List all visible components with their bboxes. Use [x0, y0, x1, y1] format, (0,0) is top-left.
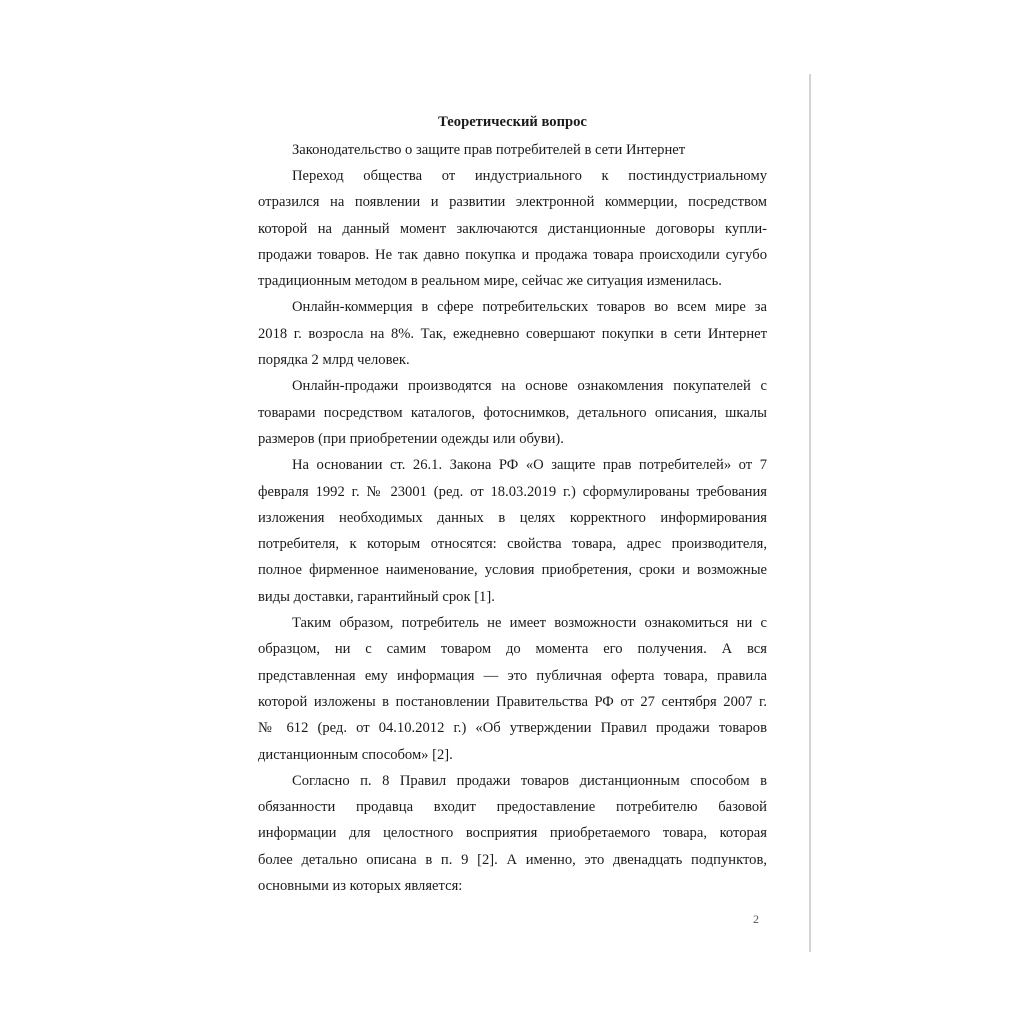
paragraph-line: продажи товаров. Не так давно покупка и продажа товара происходили сугубо — [258, 246, 767, 263]
paragraph-line: которой на данный момент заключаются дистанционные договоры купли- — [258, 220, 767, 237]
paragraph-line: № 612 (ред. от 04.10.2012 г.) «Об утверждении Правил продажи товаров — [258, 720, 767, 737]
paragraph-line: более детально описана в п. 9 [2]. А именно, это двенадцать подпунктов, — [258, 851, 767, 868]
paragraph-line: виды доставки, гарантийный срок [1]. — [258, 588, 495, 605]
paragraph-line: Переход общества от индустриального к постиндустриальному — [292, 168, 767, 184]
paragraph — [258, 294, 767, 373]
paragraph-line: информации для целостного восприятия приобретаемого товара, которая — [258, 825, 767, 842]
paragraph — [258, 373, 767, 452]
paragraph-line: дистанционным способом» [2]. — [258, 746, 453, 763]
paragraph-line: 2018 г. возросла на 8%. Так, ежедневно совершают покупки в сети Интернет — [258, 325, 767, 342]
paragraph — [258, 768, 767, 899]
document-title: Теоретический вопрос — [438, 114, 587, 130]
paragraph-line: размеров (при приобретении одежды или обуви). — [258, 430, 564, 447]
paragraph — [258, 452, 767, 610]
paragraph-line: Согласно п. 8 Правил продажи товаров дистанционным способом в — [292, 772, 767, 789]
paragraph-line: представленная ему информация — это публичная оферта товара, правила — [258, 667, 767, 684]
paragraph-line: основными из которых является: — [258, 878, 463, 895]
paragraph-line: отразился на появлении и развитии электронной коммерции, посредством — [258, 194, 767, 211]
paragraph-line: порядка 2 млрд человек. — [258, 352, 410, 369]
paragraph-line: Онлайн-продажи производятся на основе ознакомления покупателей с — [292, 378, 767, 395]
paragraph-line: обязанности продавца входит предоставление потребителю базовой — [258, 799, 767, 816]
paragraph — [258, 163, 767, 294]
page-number: 2 — [753, 912, 759, 926]
paragraph-line: товарами посредством каталогов, фотоснимков, детального описания, шкалы — [258, 404, 767, 421]
paragraph-line: полное фирменное наименование, условия приобретения, сроки и возможные — [258, 562, 767, 579]
document-subtitle: Законодательство о защите прав потребителей в сети Интернет — [292, 142, 686, 158]
page-edge-divider — [809, 74, 811, 952]
paragraph-line: Онлайн-коммерция в сфере потребительских товаров во всем мире за — [292, 299, 767, 316]
paragraph-line: февраля 1992 г. № 23001 (ред. от 18.03.2019 г.) сформулированы требования — [258, 483, 767, 500]
paragraph-line: Таким образом, потребитель не имеет возможности ознакомиться ни с — [292, 615, 767, 632]
paragraph-line: которой изложены в постановлении Правительства РФ от 27 сентября 2007 г. — [258, 693, 767, 710]
paragraph-line: образцом, ни с самим товаром до момента его получения. А вся — [258, 641, 767, 658]
paragraph — [258, 610, 767, 768]
paragraph-line: традиционным методом в реальном мире, сейчас же ситуация изменилась. — [258, 273, 722, 290]
paragraph-line: На основании ст. 26.1. Закона РФ «О защите прав потребителей» от 7 — [292, 457, 767, 474]
paragraphs-container — [258, 163, 767, 899]
paragraph-line: изложения необходимых данных в целях корректного информирования — [258, 509, 767, 526]
document-body — [258, 107, 767, 899]
paragraph-line: потребителя, к которым относятся: свойства товара, адрес производителя, — [258, 536, 767, 553]
